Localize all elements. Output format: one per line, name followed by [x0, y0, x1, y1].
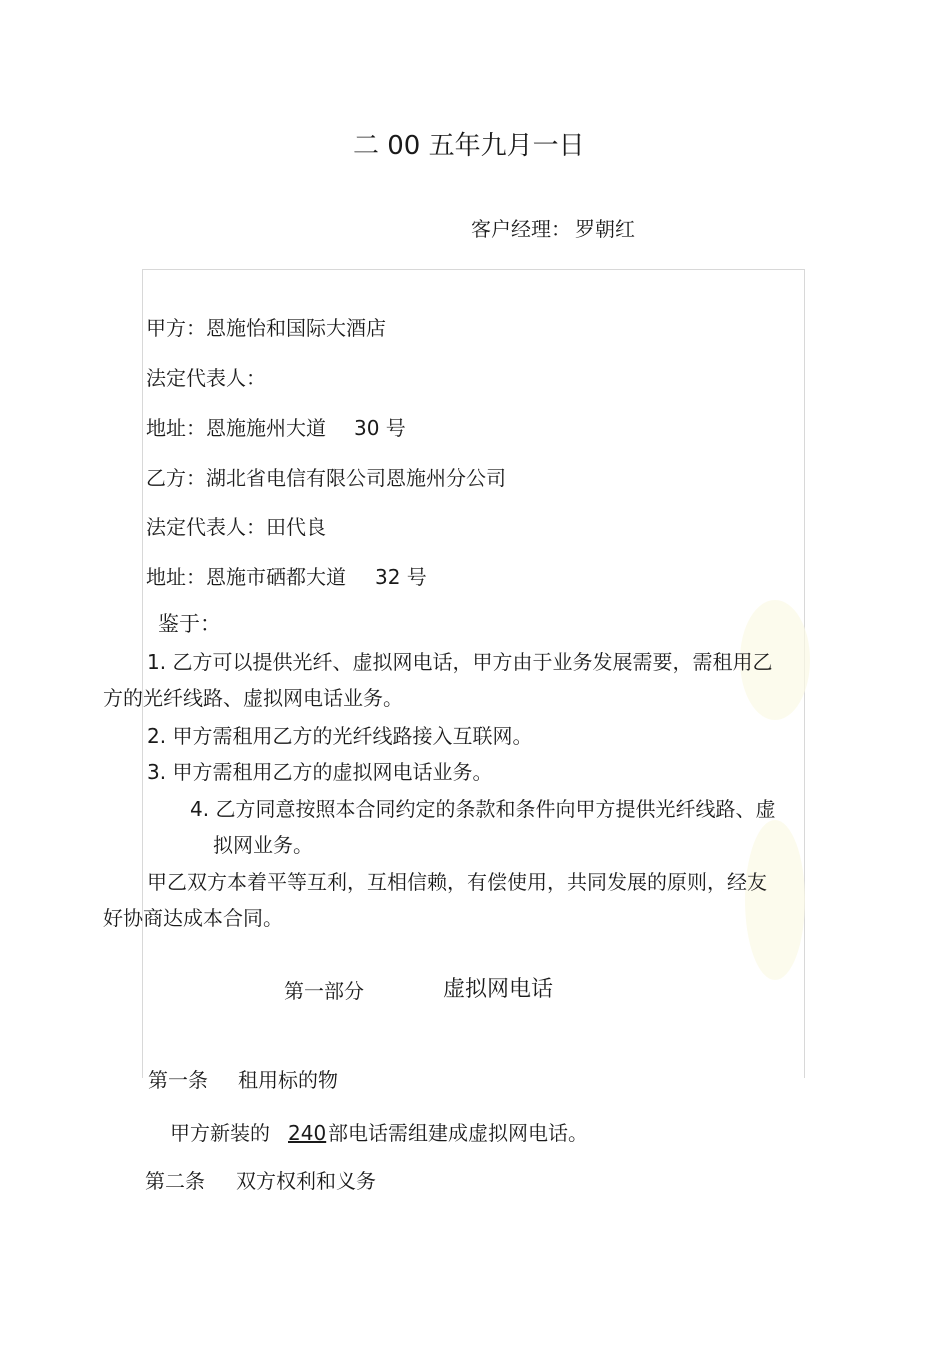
- party-b-address-number: 32 号: [375, 565, 427, 589]
- party-a-name: 甲方：恩施怡和国际大酒店: [146, 316, 386, 340]
- part-one-title: 虚拟网电话: [443, 977, 554, 1002]
- recitals-heading: 鉴于：: [158, 612, 221, 636]
- recital-item-4-continued: 拟网业务。: [213, 833, 313, 857]
- phone-count: 240: [288, 1121, 327, 1145]
- article-two-title: 双方权利和义务: [236, 1169, 376, 1193]
- party-b-address: 地址：恩施市硒都大道: [146, 565, 346, 589]
- recital-item-3: 3. 甲方需租用乙方的虚拟网电话业务。: [147, 760, 493, 784]
- article-one-label: 第一条: [148, 1068, 208, 1092]
- recital-item-4: 4. 乙方同意按照本合同约定的条款和条件向甲方提供光纤线路、虚: [190, 797, 776, 821]
- article-two-label: 第二条: [145, 1169, 205, 1193]
- party-a-address-number: 30 号: [354, 416, 406, 440]
- recitals-closing: 甲乙双方本着平等互利，互相信赖，有偿使用，共同发展的原则，经友: [147, 870, 767, 894]
- part-one-label: 第一部分: [284, 979, 364, 1003]
- recital-item-2: 2. 甲方需租用乙方的光纤线路接入互联网。: [147, 724, 533, 748]
- party-b-representative: 法定代表人：田代良: [146, 515, 326, 539]
- party-a-representative: 法定代表人：: [146, 366, 266, 390]
- account-manager-name: 罗朝红: [575, 217, 635, 241]
- article-one-title: 租用标的物: [238, 1068, 338, 1092]
- article-one-body-suffix: 部电话需组建成虚拟网电话。: [328, 1121, 588, 1145]
- recitals-closing-continued: 好协商达成本合同。: [103, 906, 283, 930]
- recital-item-1: 1. 乙方可以提供光纤、虚拟网电话，甲方由于业务发展需要，需租用乙: [147, 650, 773, 674]
- account-manager-label: 客户经理：: [471, 217, 571, 241]
- paper-stain: [745, 820, 805, 980]
- recital-item-1-continued: 方的光纤线路、虚拟网电话业务。: [103, 686, 403, 710]
- party-a-address: 地址：恩施施州大道: [146, 416, 326, 440]
- document-date: 二 00 五年九月一日: [353, 131, 585, 161]
- party-b-name: 乙方：湖北省电信有限公司恩施州分公司: [146, 466, 506, 490]
- article-one-body-prefix: 甲方新装的: [170, 1121, 270, 1145]
